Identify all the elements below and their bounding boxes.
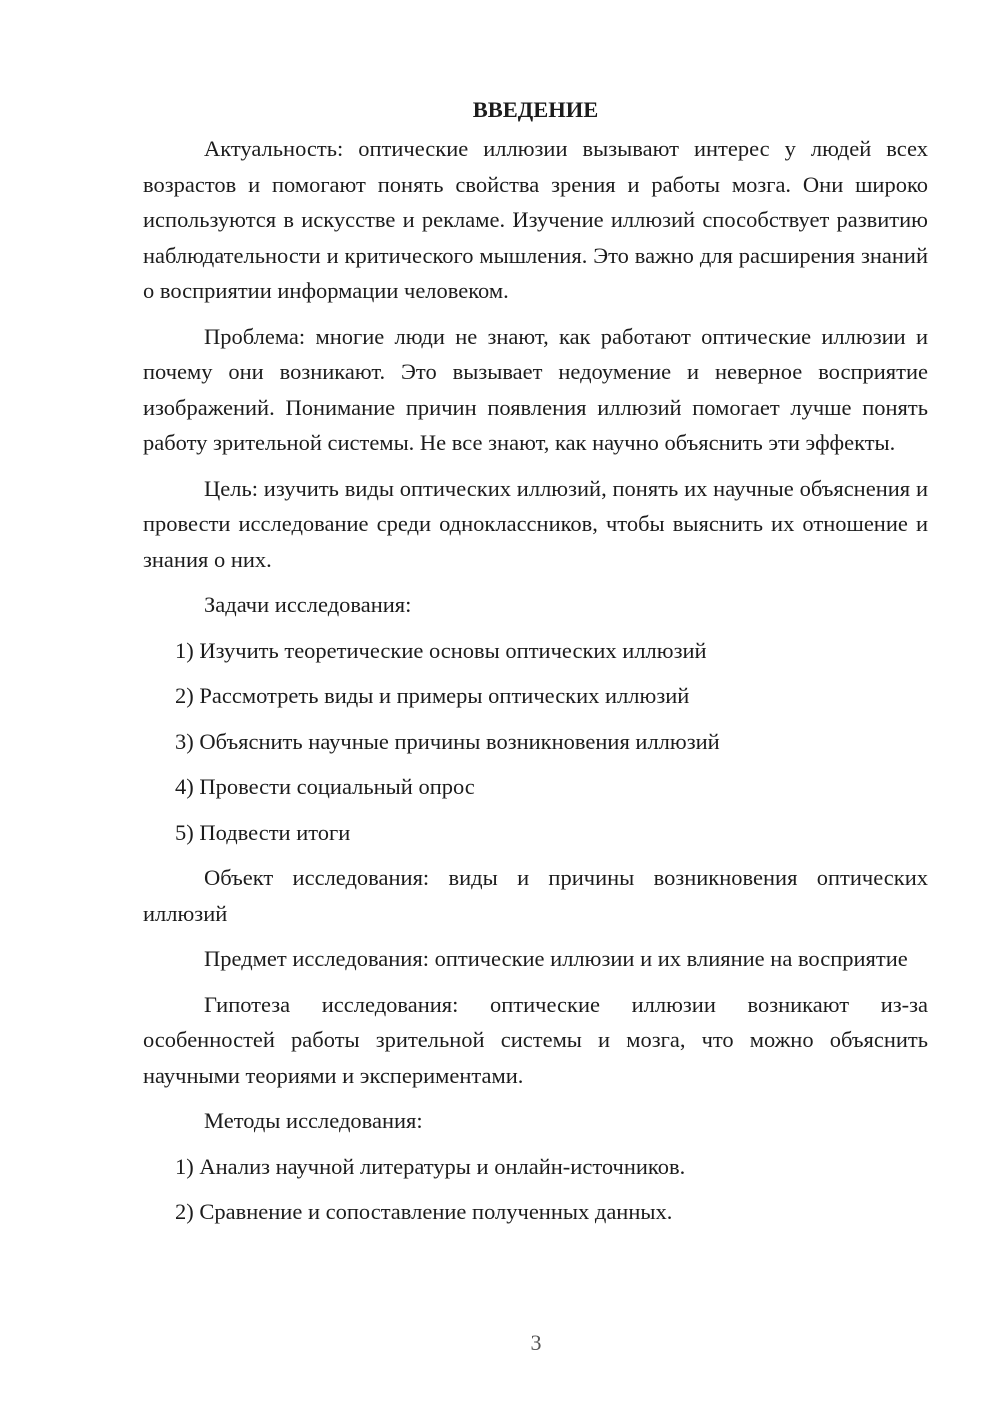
document-page bbox=[143, 92, 928, 1240]
methods-list bbox=[143, 1149, 928, 1230]
list-item: 3) Объяснить научные причины возникновения иллюзий bbox=[175, 728, 720, 754]
tasks-list bbox=[143, 633, 928, 851]
object-paragraph: Объект исследования: виды и причины возникновения оптических иллюзий bbox=[143, 865, 928, 926]
relevance-paragraph: Актуальность: оптические иллюзии вызывают интерес у людей всех возрастов и помогают понять свойства зрения и работы мозга. Они широко используются в искусстве и рекламе. Изучение иллюзий способствует развитию наблюдательности и критического мышления. Это важно для расширения знаний о восприятии информации человеком. bbox=[143, 136, 928, 303]
tasks-title: Задачи исследования: bbox=[204, 592, 412, 617]
list-item: 1) Изучить теоретические основы оптических иллюзий bbox=[175, 637, 707, 663]
hypothesis-paragraph: Гипотеза исследования: оптические иллюзии возникают из-за особенностей работы зрительной системы и мозга, что можно объяснить научными теориями и экспериментами. bbox=[143, 991, 928, 1088]
goal-paragraph: Цель: изучить виды оптических иллюзий, понять их научные объяснения и провести исследование среди одноклассников, чтобы выяснить их отношение и знания о них. bbox=[143, 475, 928, 572]
methods-title: Методы исследования: bbox=[204, 1108, 423, 1133]
list-item: 2) Рассмотреть виды и примеры оптических иллюзий bbox=[175, 683, 690, 708]
list-item: 2) Сравнение и сопоставление полученных данных. bbox=[175, 1199, 673, 1224]
page-number: 3 bbox=[530, 1330, 542, 1355]
list-item: 4) Провести социальный опрос bbox=[175, 774, 475, 799]
list-item: 5) Подвести итоги bbox=[175, 819, 351, 845]
list-item: 1) Анализ научной литературы и онлайн-источников. bbox=[175, 1153, 686, 1179]
problem-paragraph: Проблема: многие люди не знают, как работают оптические иллюзии и почему они возникают. Это вызывает недоумение и неверное восприятие изображений. Понимание причин появления иллюзий помогает лучше понять работу зрительной системы. Не все знают, как научно объяснить эти эффекты. bbox=[143, 323, 928, 455]
page-title: ВВЕДЕНИЕ bbox=[472, 97, 599, 122]
subject-paragraph: Предмет исследования: оптические иллюзии и их влияние на восприятие bbox=[204, 946, 908, 971]
